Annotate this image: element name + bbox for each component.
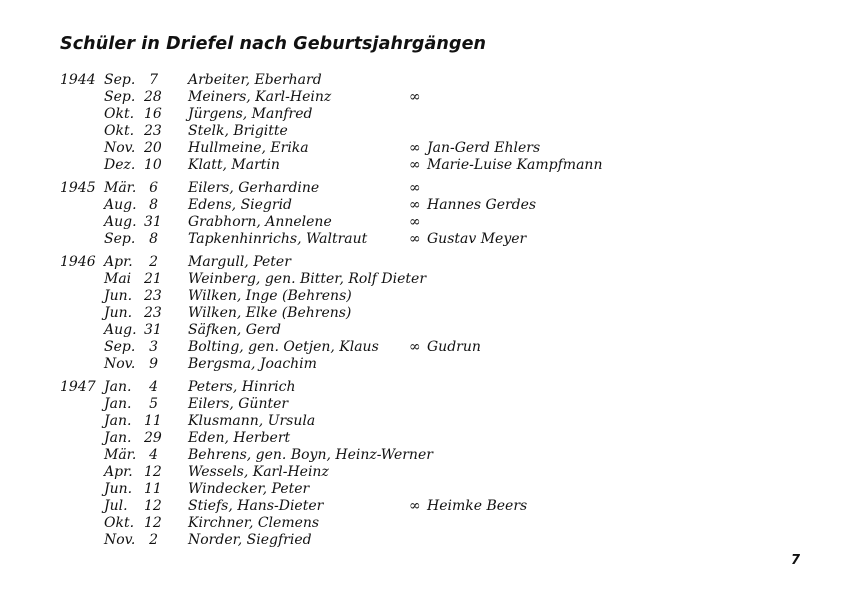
birth-day: 23 [144,123,162,139]
spouse-name: Jan-Gerd Ehlers [427,140,541,156]
page-title: Schüler in Driefel nach Geburtsjahrgängen [60,34,487,54]
birth-day: 7 [149,72,158,88]
list-item [60,106,800,123]
list-item [60,271,800,288]
list-item [60,356,800,373]
student-name: Stiefs, Hans-Dieter [188,498,324,514]
student-name: Grabhorn, Annelene [188,214,332,230]
spouse-name: Hannes Gerdes [427,197,537,213]
birth-day: 12 [144,464,162,480]
married-symbol: ∞ [409,231,421,247]
student-name: Klatt, Martin [188,157,280,173]
student-name: Peters, Hinrich [188,379,296,395]
student-name: Klusmann, Ursula [188,413,316,429]
birth-month: Jan. [104,413,132,429]
birth-month: Aug. [104,214,137,230]
birth-day: 2 [149,254,158,270]
student-name: Margull, Peter [188,254,291,270]
student-name: Weinberg, gen. Bitter, Rolf Dieter [188,271,427,287]
birth-day: 28 [144,89,162,105]
list-item [60,379,800,396]
student-name: Eilers, Günter [188,396,289,412]
page-number: 7 [791,553,801,568]
married-symbol: ∞ [409,498,421,514]
birth-year: 1947 [60,379,96,395]
birth-month: Jun. [104,481,133,497]
married-symbol: ∞ [409,89,421,105]
birth-month: Dez. [104,157,136,173]
birth-day: 4 [149,447,158,463]
married-symbol: ∞ [409,214,421,230]
student-name: Bolting, gen. Oetjen, Klaus [188,339,379,355]
student-name: Tapkenhinrichs, Waltraut [188,231,368,247]
student-name: Behrens, gen. Boyn, Heinz-Werner [188,447,433,463]
birth-month: Nov. [104,356,136,372]
list-item [60,498,800,515]
list-item [60,481,800,498]
list-item [60,464,800,481]
spouse-name: Marie-Luise Kampfmann [427,157,603,173]
birth-day: 10 [144,157,162,173]
birth-month: Nov. [104,532,136,548]
birth-day: 5 [149,396,158,412]
spouse-name: Heimke Beers [427,498,528,514]
birth-day: 29 [144,430,162,446]
birth-month: Jun. [104,305,133,321]
student-name: Windecker, Peter [188,481,310,497]
list-item [60,322,800,339]
student-name: Hullmeine, Erika [188,140,309,156]
student-name: Wilken, Elke (Behrens) [188,305,352,321]
student-name: Eden, Herbert [188,430,291,446]
birth-day: 12 [144,515,162,531]
married-symbol: ∞ [409,180,421,196]
spouse-name: Gustav Meyer [427,231,527,247]
student-name: Norder, Siegfried [188,532,312,548]
birth-day: 2 [149,532,158,548]
birth-month: Apr. [104,464,133,480]
student-name: Edens, Siegrid [188,197,293,213]
birth-year-list [60,72,800,555]
birth-month: Okt. [104,106,135,122]
birth-day: 12 [144,498,162,514]
list-item [60,197,800,214]
birth-day: 31 [144,322,162,338]
birth-month: Jul. [104,498,128,514]
year-group [60,180,800,248]
list-item [60,288,800,305]
birth-day: 11 [144,413,162,429]
list-item [60,413,800,430]
list-item [60,123,800,140]
birth-day: 31 [144,214,162,230]
birth-month: Sep. [104,339,136,355]
birth-day: 9 [149,356,158,372]
birth-month: Sep. [104,72,136,88]
list-item [60,231,800,248]
list-item [60,396,800,413]
list-item [60,72,800,89]
birth-day: 6 [149,180,158,196]
birth-month: Jan. [104,379,132,395]
birth-month: Mai [104,271,132,287]
birth-day: 8 [149,197,158,213]
list-item [60,180,800,197]
birth-month: Okt. [104,515,135,531]
birth-day: 23 [144,288,162,304]
list-item [60,532,800,549]
married-symbol: ∞ [409,339,421,355]
list-item [60,89,800,106]
student-name: Bergsma, Joachim [188,356,317,372]
married-symbol: ∞ [409,197,421,213]
list-item [60,515,800,532]
birth-day: 21 [144,271,162,287]
student-name: Kirchner, Clemens [188,515,320,531]
birth-month: Aug. [104,322,137,338]
birth-day: 20 [144,140,162,156]
list-item [60,214,800,231]
birth-month: Jan. [104,396,132,412]
spouse-name: Gudrun [427,339,481,355]
birth-year: 1945 [60,180,96,196]
list-item [60,157,800,174]
married-symbol: ∞ [409,157,421,173]
student-name: Meiners, Karl-Heinz [188,89,332,105]
married-symbol: ∞ [409,140,421,156]
birth-month: Jun. [104,288,133,304]
birth-day: 3 [149,339,158,355]
student-name: Jürgens, Manfred [188,106,313,122]
birth-day: 16 [144,106,162,122]
student-name: Wilken, Inge (Behrens) [188,288,352,304]
birth-month: Jan. [104,430,132,446]
list-item [60,447,800,464]
birth-day: 4 [149,379,158,395]
list-item [60,430,800,447]
birth-month: Aug. [104,197,137,213]
birth-year: 1944 [60,72,96,88]
birth-day: 23 [144,305,162,321]
student-name: Säfken, Gerd [188,322,281,338]
list-item [60,254,800,271]
year-group [60,72,800,174]
birth-month: Okt. [104,123,135,139]
birth-month: Nov. [104,140,136,156]
birth-month: Mär. [104,447,137,463]
birth-month: Mär. [104,180,137,196]
list-item [60,305,800,322]
student-name: Stelk, Brigitte [188,123,288,139]
birth-month: Apr. [104,254,133,270]
year-group [60,254,800,373]
year-group [60,379,800,549]
birth-day: 8 [149,231,158,247]
list-item [60,339,800,356]
student-name: Wessels, Karl-Heinz [188,464,329,480]
birth-month: Sep. [104,89,136,105]
student-name: Eilers, Gerhardine [188,180,320,196]
birth-day: 11 [144,481,162,497]
student-name: Arbeiter, Eberhard [188,72,322,88]
list-item [60,140,800,157]
birth-month: Sep. [104,231,136,247]
birth-year: 1946 [60,254,96,270]
